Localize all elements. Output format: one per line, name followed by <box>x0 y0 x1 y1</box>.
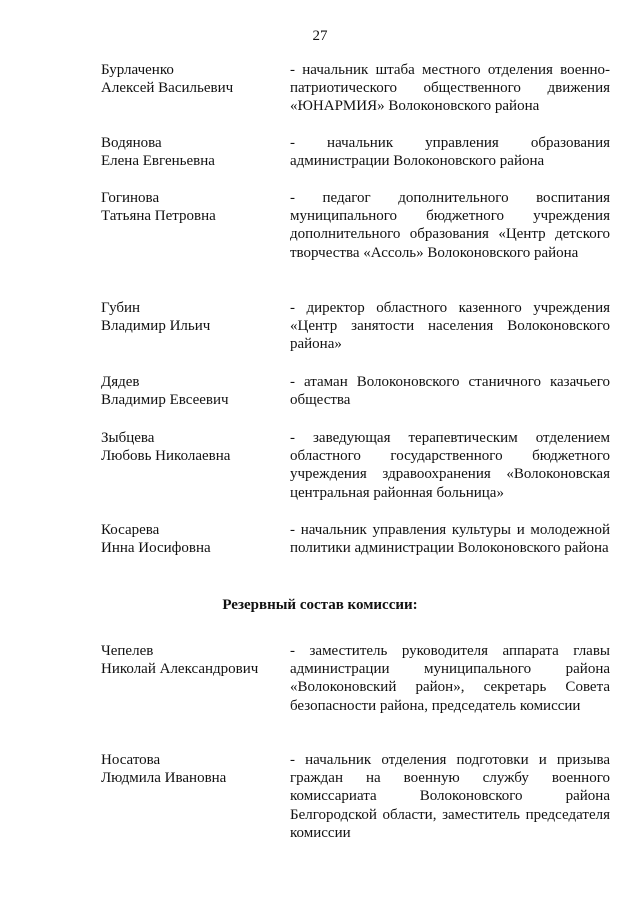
member-surname: Зыбцева <box>101 430 155 446</box>
member-name <box>101 134 290 170</box>
member-role: - начальник отделения подготовки и призыва граждан на военную службу военного комиссариата Волоконовского района Белгородской области, заместитель председателя комиссии <box>290 752 610 841</box>
member-name <box>101 429 290 502</box>
member-entry <box>101 429 611 502</box>
member-surname: Косарева <box>101 522 160 538</box>
member-given-name: Алексей Васильевич <box>101 80 234 97</box>
member-name <box>101 373 290 409</box>
member-name <box>101 751 290 842</box>
member-role: - начальник штаба местного отделения военно-патриотического общественного движения «ЮНАРМИЯ» Волоконовского района <box>290 62 610 115</box>
member-role: - начальник управления образования администрации Волоконовского района <box>290 135 610 170</box>
member-given-name: Инна Иосифовна <box>101 540 211 557</box>
reserve-member-entry <box>101 751 611 842</box>
member-given-name: Владимир Евсеевич <box>101 392 229 409</box>
member-name <box>101 642 290 715</box>
member-name <box>101 521 290 557</box>
member-entry <box>101 61 611 116</box>
member-given-name: Татьяна Петровна <box>101 208 216 225</box>
member-given-name: Елена Евгеньевна <box>101 153 215 170</box>
member-entry <box>101 134 611 170</box>
member-entry <box>101 189 611 262</box>
member-surname: Губин <box>101 300 141 316</box>
member-given-name: Людмила Ивановна <box>101 770 227 787</box>
member-role: - начальник управления культуры и молодежной политики администрации Волоконовского района <box>290 522 610 557</box>
member-name <box>101 61 290 116</box>
member-surname: Бурлаченко <box>101 62 174 78</box>
page-number: 27 <box>312 28 328 44</box>
member-role: - директор областного казенного учреждения «Центр занятости населения Волоконовского района» <box>290 300 610 353</box>
member-surname: Носатова <box>101 752 161 768</box>
member-given-name: Николай Александрович <box>101 661 259 678</box>
member-surname: Водянова <box>101 135 162 151</box>
member-role: - заведующая терапевтическим отделением областного государственного бюджетного учреждения здравоохранения «Волоконовская центральная районная больница» <box>290 430 610 501</box>
member-surname: Дядев <box>101 374 140 390</box>
member-name <box>101 189 290 262</box>
member-role: - педагог дополнительного воспитания муниципального бюджетного учреждения дополнительного образования «Центр детского творчества «Ассоль» Волоконовского района <box>290 190 610 261</box>
member-role: - заместитель руководителя аппарата главы администрации муниципального района «Волоконовский район», секретарь Совета безопасности района, председатель комиссии <box>290 643 610 714</box>
member-surname: Чепелев <box>101 643 154 659</box>
member-entry <box>101 373 611 409</box>
reserve-section-heading: Резервный состав комиссии: <box>222 597 418 613</box>
member-entry <box>101 521 611 557</box>
reserve-member-entry <box>101 642 611 715</box>
member-entry <box>101 299 611 354</box>
member-surname: Гогинова <box>101 190 160 206</box>
member-name <box>101 299 290 354</box>
member-role: - атаман Волоконовского станичного казачьего общества <box>290 374 610 409</box>
member-given-name: Любовь Николаевна <box>101 448 231 465</box>
member-given-name: Владимир Ильич <box>101 318 211 335</box>
